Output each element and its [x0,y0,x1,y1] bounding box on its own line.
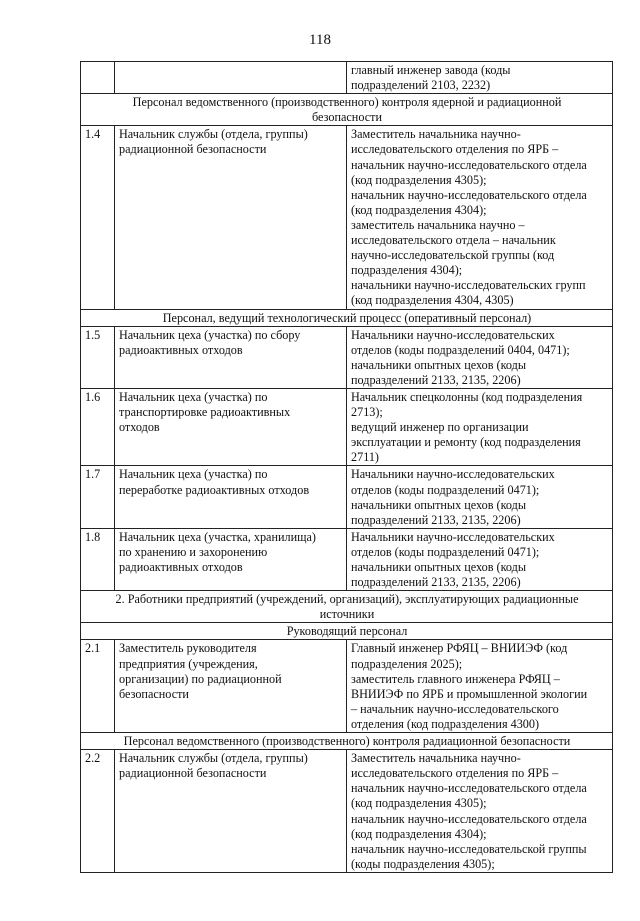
section-header: 2. Работники предприятий (учреждений, организаций), эксплуатирующих радиационные источники [81,591,613,623]
row-number: 1.4 [81,126,115,309]
page-number: 118 [309,32,331,48]
table-row [81,466,613,528]
table-row [81,640,613,733]
equivalent-position-cell: Начальник спецколонны (код подразделения 2713); ведущий инженер по организации эксплуатации и ремонту (код подразделения 2711) [347,388,613,465]
table-row [81,528,613,590]
section-header-row [81,733,613,750]
section-header-row [81,623,613,640]
subsection-header: Руководящий персонал [81,623,613,640]
position-cell: Начальник цеха (участка) по транспортировке радиоактивных отходов [115,388,347,465]
equivalent-position-cell: Главный инженер РФЯЦ – ВНИИЭФ (код подразделения 2025); заместитель главного инженера РФЯЦ – ВНИИЭФ по ЯРБ и промышленной экологии – начальник научно-исследовательского отделения (код подразделения 4300) [347,640,613,733]
positions-table [80,61,613,873]
equivalent-position-cell: Заместитель начальника научно- исследовательского отделения по ЯРБ – начальник научно-исследовательского отдела (код подразделения 4305); начальник научно-исследовательского отдела (код подразделения 4304); начальник научно-исследовательской группы (коды подразделения 4305); [347,750,613,873]
row-number: 1.6 [81,388,115,465]
section-header-row [81,94,613,126]
equivalent-position-cell: Начальники научно-исследовательских отделов (коды подразделений 0471); начальники опытных цехов (коды подразделений 2133, 2135, 2206) [347,528,613,590]
table-row [81,388,613,465]
equivalent-position-cell: главный инженер завода (коды подразделений 2103, 2232) [347,62,613,94]
position-cell: Заместитель руководителя предприятия (учреждения, организации) по радиационной безопасности [115,640,347,733]
section-header-row [81,309,613,326]
equivalent-position-cell: Начальники научно-исследовательских отделов (коды подразделений 0404, 0471); начальники опытных цехов (коды подразделений 2133, 2135, 2206) [347,326,613,388]
row-number: 1.7 [81,466,115,528]
position-cell: Начальник цеха (участка, хранилища) по хранению и захоронению радиоактивных отходов [115,528,347,590]
equivalent-position-cell: Заместитель начальника научно- исследовательского отделения по ЯРБ – начальник научно-исследовательского отдела (код подразделения 4305); начальник научно-исследовательского отдела (код подразделения 4304); заместитель начальника научно – исследовательского отдела – начальник научно-исследовательской группы (код подразделения 4304); начальники научно-исследовательских групп (код подразделения 4304, 4305) [347,126,613,309]
section-header: Персонал ведомственного (производственного) контроля радиационной безопасности [81,733,613,750]
position-cell: Начальник цеха (участка) по переработке радиоактивных отходов [115,466,347,528]
table-row [81,126,613,309]
position-cell: Начальник службы (отдела, группы) радиационной безопасности [115,750,347,873]
row-number: 1.8 [81,528,115,590]
table-row [81,326,613,388]
row-number: 1.5 [81,326,115,388]
equivalent-position-cell: Начальники научно-исследовательских отделов (коды подразделений 0471); начальники опытных цехов (коды подразделений 2133, 2135, 2206) [347,466,613,528]
position-cell: Начальник цеха (участка) по сбору радиоактивных отходов [115,326,347,388]
position-cell: Начальник службы (отдела, группы) радиационной безопасности [115,126,347,309]
row-number [81,62,115,94]
table-row [81,62,613,94]
row-number: 2.1 [81,640,115,733]
section-header: Персонал, ведущий технологический процесс (оперативный персонал) [81,309,613,326]
section-header: Персонал ведомственного (производственного) контроля ядерной и радиационной безопасности [81,94,613,126]
section-header-row [81,591,613,623]
position-cell [115,62,347,94]
table-row [81,750,613,873]
row-number: 2.2 [81,750,115,873]
